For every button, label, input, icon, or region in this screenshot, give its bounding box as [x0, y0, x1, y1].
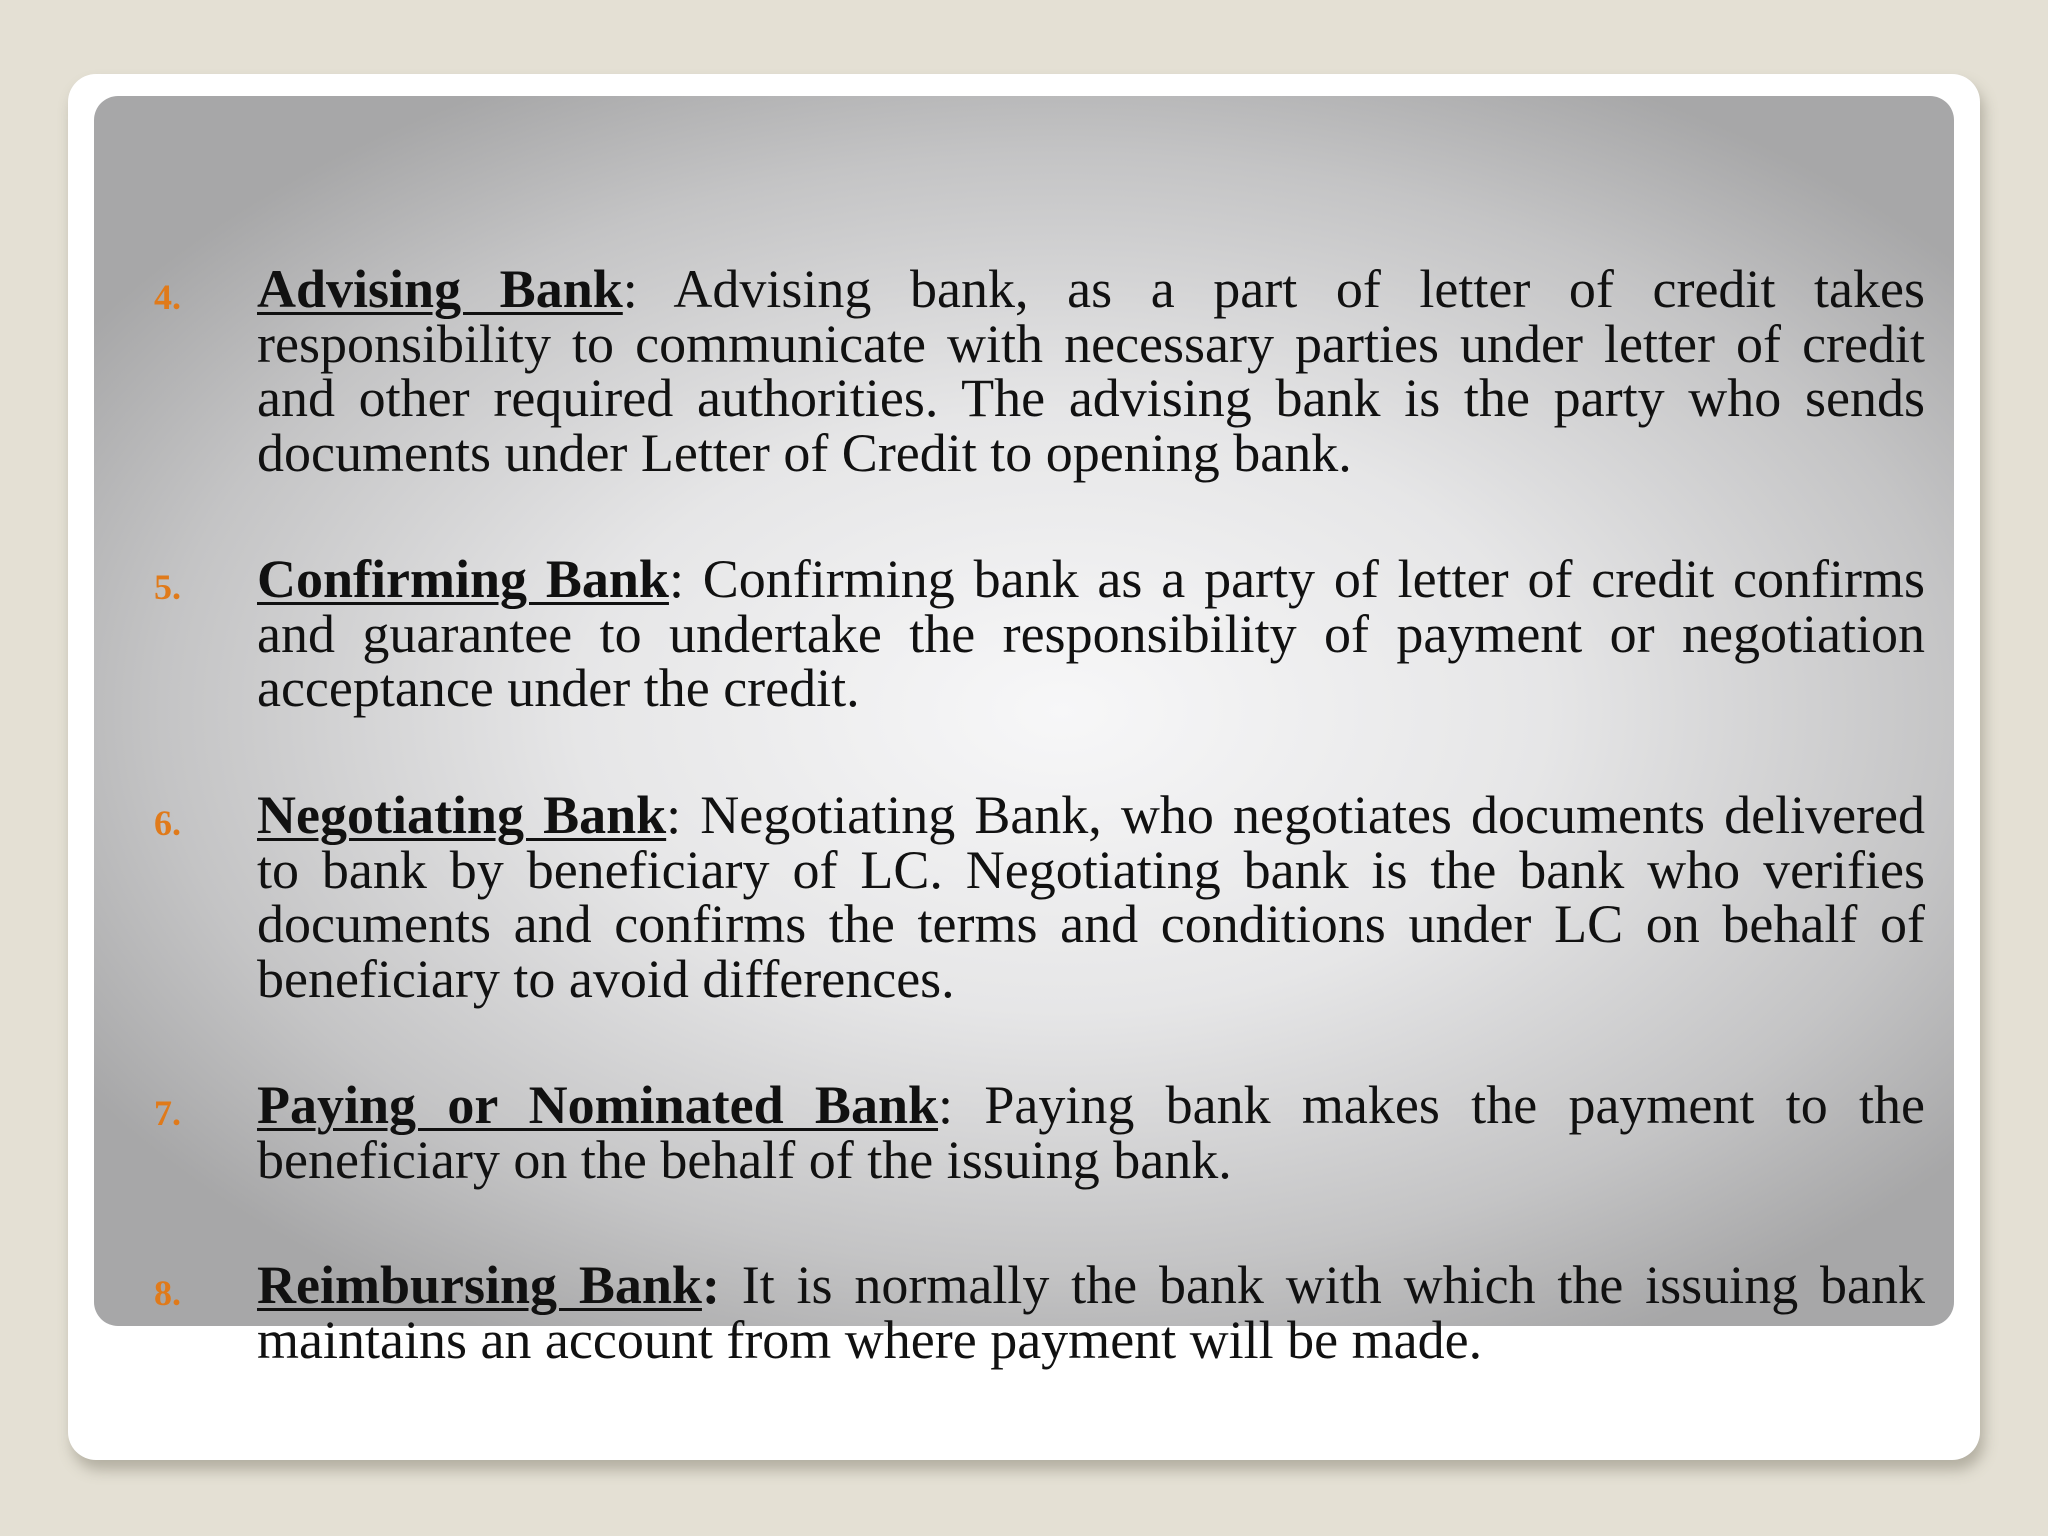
item-term: Negotiating Bank — [257, 785, 667, 845]
item-term: Advising Bank — [257, 259, 623, 319]
item-separator: : — [666, 785, 682, 845]
item-term: Paying or Nominated Bank — [257, 1075, 939, 1135]
item-number: 8. — [154, 1273, 181, 1313]
item-text — [257, 259, 1925, 483]
item-description: Advising bank, as a part of letter of credit takes responsibility to communicate with necessary parties under letter of credit and other required authorities. The advising bank is the party who sends documents under Letter of Credit to opening bank. — [257, 259, 1925, 483]
item-separator: : — [701, 1255, 720, 1315]
item-description: Negotiating Bank, who negotiates documents delivered to bank by beneficiary of LC. Negotiating bank is the bank who verifies documents and confirms the terms and conditions under LC on behalf of beneficiary to avoid differences. — [257, 785, 1925, 1009]
item-separator: : — [668, 549, 684, 609]
item-term: Reimbursing Bank — [257, 1255, 702, 1315]
item-separator: : — [622, 259, 638, 319]
item-number: 5. — [154, 567, 181, 607]
item-separator: : — [938, 1075, 954, 1135]
item-description: Paying bank makes the payment to the beneficiary on the behalf of the issuing bank. — [257, 1075, 1925, 1190]
item-term: Confirming Bank — [257, 549, 669, 609]
item-description: It is normally the bank with which the issuing bank maintains an account from where payment will be made. — [257, 1255, 1925, 1370]
item-description: Confirming bank as a party of letter of credit confirms and guarantee to undertake the responsibility of payment or negotiation acceptance under the credit. — [257, 549, 1925, 718]
item-number: 6. — [154, 803, 181, 843]
content-panel — [94, 96, 1954, 1370]
item-number: 4. — [154, 277, 181, 317]
item-text — [257, 1255, 1925, 1370]
item-text — [257, 785, 1925, 1009]
item-number: 7. — [154, 1093, 181, 1133]
item-text — [257, 549, 1925, 718]
item-text — [257, 1075, 1925, 1190]
